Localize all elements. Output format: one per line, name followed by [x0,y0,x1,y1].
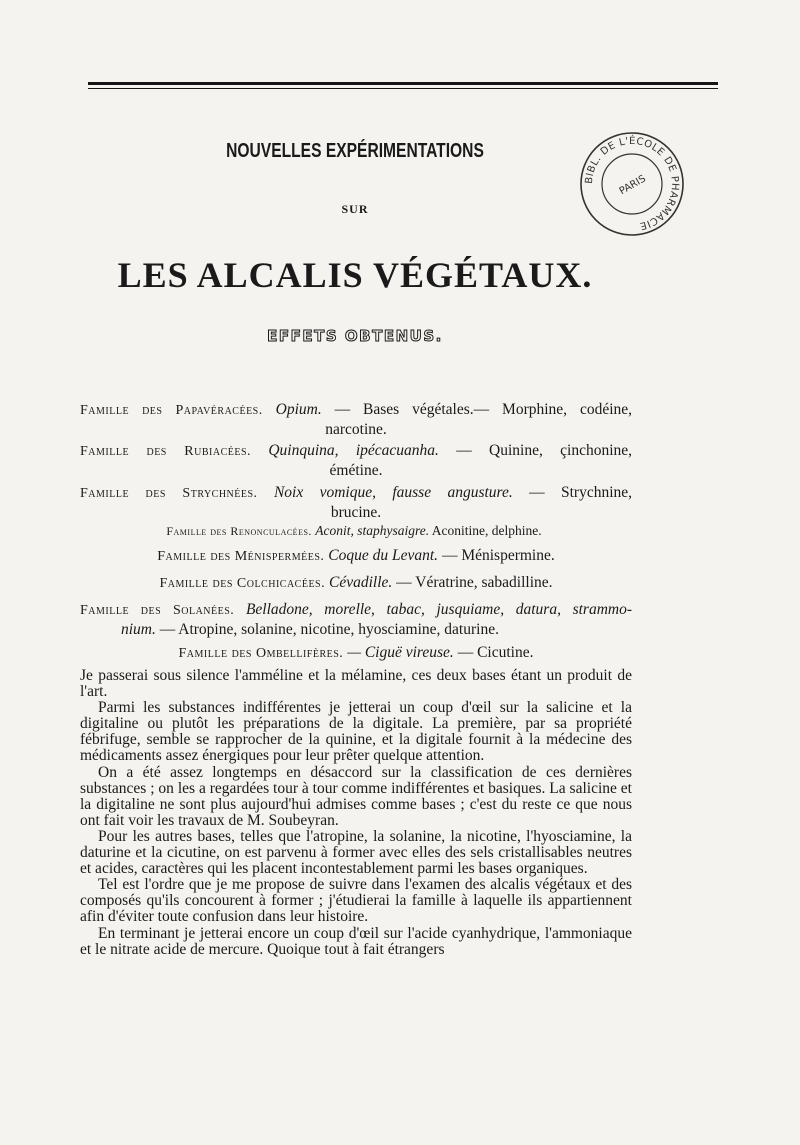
family-plants: Cévadille. [329,574,393,591]
family-name: Famille des Solanées. [80,603,235,618]
title-line-1: NOUVELLES EXPÉRIMENTATIONS [226,140,484,162]
stamp-inner-text: PARIS [617,173,648,198]
stamp-outer-text: BIBL. DE L'ÉCOLE DE PHARMACIE [583,135,681,232]
family-name: Famille des Rubiacées. [80,444,252,459]
family-alkaloids: — Quinine, çinchonine, [456,442,633,459]
family-entry [80,400,632,439]
family-continuation: narcotine. [325,421,387,438]
family-entry [80,600,632,639]
family-alkaloids: — Bases végétales.— Morphine, codéine, [334,401,633,418]
family-plants: Belladone, morelle, tabac, jusquiame, datura, strammo- [245,601,632,618]
family-plants: Noix vomique, fausse angusture. [273,484,513,501]
family-plants: Coque du Levant. [328,547,439,564]
family-plants: Opium. [275,401,322,418]
paragraph: Je passerai sous silence l'amméline et la mélamine, ces deux bases étant un produit de l'art. [80,667,632,701]
family-alkaloids: — Ménispermine. [441,547,555,564]
paragraph: Tel est l'ordre que je me propose de suivre dans l'examen des alcalis végétaux et des composés qu'ils concourent à former ; j'étudierai la famille à laquelle ils appartiennent afin d'éviter toute confusion dans leur histoire. [80,876,632,926]
paragraph: En terminant je jetterai encore un coup d'œil sur l'acide cyanhydrique, l'ammoniaque et le nitrate acide de mercure. Quoique tout à fait étrangers [80,924,632,958]
family-entry [80,546,632,566]
family-name: Famille des Strychnées. [80,486,258,501]
library-stamp [578,130,686,238]
title-connector: SUR [341,202,369,216]
family-name: Famille des Ménispermées. [157,549,325,564]
family-name: Famille des Ombellifères. [178,646,344,661]
family-entry [94,521,614,541]
family-plants-continuation: nium. [121,621,156,638]
section-subtitle: EFFETS OBTENUS. [267,327,443,345]
title-line-2: LES ALCALIS VÉGÉTAUX. [117,255,593,295]
family-name: Famille des Colchicacées. [159,576,326,591]
family-entry [80,643,632,663]
family-alkaloids: — Atropine, solanine, nicotine, hyosciamine, daturine. [159,621,499,638]
family-plants: — Ciguë vireuse. [347,644,454,661]
family-alkaloids: — Vératrine, sabadilline. [396,574,553,591]
family-alkaloids: — Cicutine. [457,644,534,661]
family-entry [80,573,632,593]
family-entry [80,483,632,522]
family-plants: Aconit, staphysaigre. [315,523,430,538]
paragraph: On a été assez longtemps en désaccord sur la classification de ces dernières substances ; on les a regardées tour à tour comme indifférentes et basiques. La salicine et la digitaline ne sont plus aujourd'hui admises comme bases ; c'est du reste ce que nous ont fait voir les travaux de M. Soubeyran. [80,763,632,829]
top-rule [88,82,718,89]
family-name: Famille des Renonculacées. [166,524,312,538]
family-name: Famille des Papavéracées. [80,403,263,418]
family-continuation: émétine. [329,462,383,479]
family-entry [80,441,632,480]
family-alkaloids: Aconitine, delphine. [431,523,542,538]
family-continuation: brucine. [330,504,382,521]
family-alkaloids: — Strychnine, [529,484,633,501]
paragraph: Pour les autres bases, telles que l'atropine, la solanine, la nicotine, l'hyosciamine, la daturine et la cicutine, on est parvenu à former avec elles des sels cristallisables neutres et acides, caractères qui les placent incontestablement parmi les bases organiques. [80,827,632,878]
family-plants: Quinquina, ipécacuanha. [268,442,439,459]
paragraph: Parmi les substances indifférentes je jetterai un coup d'œil sur la salicine et la digitaline ou plutôt les préparations de la digitale. La première, par sa propriété fébrifuge, semble se rapprocher de la quinine, et la digitale fournit à la médecine des médicaments assez énergiques pour leur prêter quelque attention. [80,699,632,765]
body-text [80,668,632,958]
